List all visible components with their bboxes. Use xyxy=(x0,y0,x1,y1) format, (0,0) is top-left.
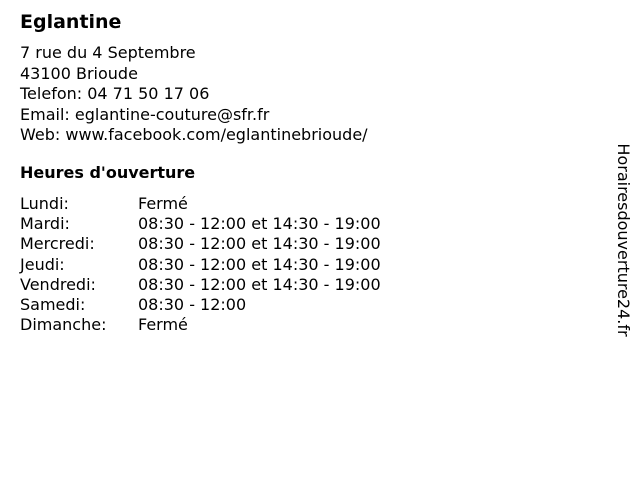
day-label: Dimanche: xyxy=(20,315,107,335)
street-address: 7 rue du 4 Septembre xyxy=(20,43,196,62)
day-label: Vendredi: xyxy=(20,274,96,294)
postal-city: 43100 Brioude xyxy=(20,63,138,83)
day-label: Jeudi: xyxy=(20,254,65,274)
business-name: Eglantine xyxy=(20,11,122,33)
site-watermark: Horairesdouverture24.fr xyxy=(614,143,633,337)
day-hours: Fermé xyxy=(138,315,188,335)
opening-hours-heading: Heures d'ouverture xyxy=(20,163,196,182)
day-hours: 08:30 - 12:00 et 14:30 - 19:00 xyxy=(138,234,381,254)
address-block xyxy=(20,43,368,146)
day-label: Mardi: xyxy=(20,214,70,234)
phone-number: Telefon: 04 71 50 17 06 xyxy=(20,84,210,103)
day-label: Samedi: xyxy=(20,294,86,314)
email-address: Email: eglantine-couture@sfr.fr xyxy=(20,104,270,124)
day-hours: Fermé xyxy=(138,194,188,213)
day-label: Lundi: xyxy=(20,194,69,213)
day-hours: 08:30 - 12:00 et 14:30 - 19:00 xyxy=(138,214,381,234)
day-hours: 08:30 - 12:00 et 14:30 - 19:00 xyxy=(138,254,381,274)
day-hours: 08:30 - 12:00 et 14:30 - 19:00 xyxy=(138,274,381,294)
day-label: Mercredi: xyxy=(20,234,95,254)
website: Web: www.facebook.com/eglantinebrioude/ xyxy=(20,125,368,144)
day-hours: 08:30 - 12:00 xyxy=(138,294,247,314)
